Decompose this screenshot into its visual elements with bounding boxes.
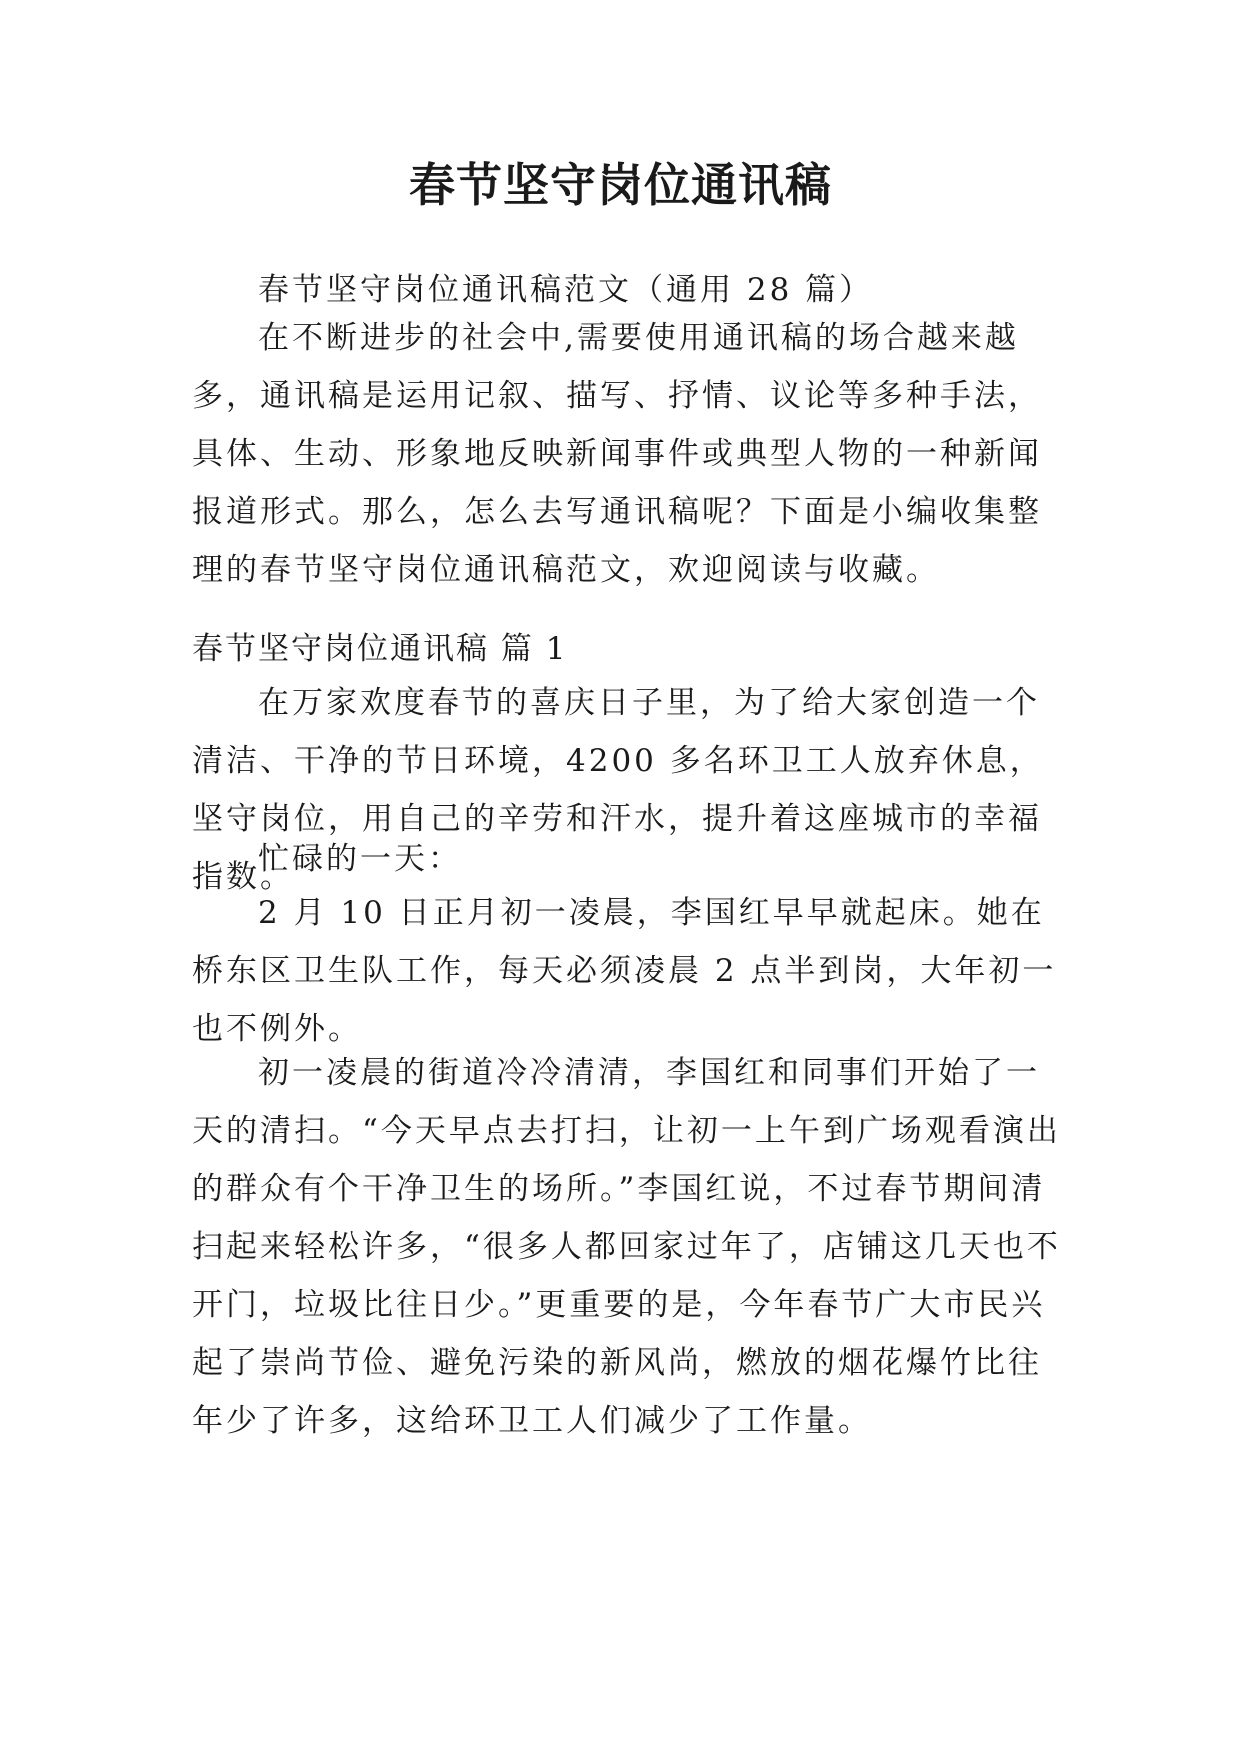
intro-paragraph: 在不断进步的社会中,需要使用通讯稿的场合越来越多，通讯稿是运用记叙、描写、抒情、议论等多种手法，具体、生动、形象地反映新闻事件或典型人物的一种新闻报道形式。那么，怎么去写通讯稿呢？下面是小编收集整理的春节坚守岗位通讯稿范文，欢迎阅读与收藏。	[192, 320, 1042, 588]
document-title: 春节坚守岗位通讯稿	[409, 158, 832, 212]
document-subtitle: 春节坚守岗位通讯稿范文（通用 28 篇）	[258, 272, 874, 308]
section1-paragraph-3: 2 月 10 日正月初一凌晨，李国红早早就起床。她在桥东区卫生队工作，每天必须凌晨 2 点半到岗，大年初一也不例外。	[192, 895, 1057, 1047]
section1-paragraph-1: 在万家欢度春节的喜庆日子里，为了给大家创造一个清洁、干净的节日环境，4200 多名环卫工人放弃休息，坚守岗位，用自己的辛劳和汗水，提升着这座城市的幸福指数。	[192, 685, 1044, 895]
section1-paragraph-4: 初一凌晨的街道冷冷清清，李国红和同事们开始了一天的清扫。“今天早点去打扫，让初一上午到广场观看演出的群众有个干净卫生的场所。”李国红说，不过春节期间清扫起来轻松许多，“很多人都回家过年了，店铺这几天也不开门，垃圾比往日少。”更重要的是，今年春节广大市民兴起了崇尚节俭、避免污染的新风尚，燃放的烟花爆竹比往年少了许多，这给环卫工人们减少了工作量。	[192, 1055, 1061, 1439]
section-heading: 春节坚守岗位通讯稿 篇 1	[192, 631, 568, 667]
section1-paragraph-2: 忙碌的一天：	[258, 841, 462, 877]
